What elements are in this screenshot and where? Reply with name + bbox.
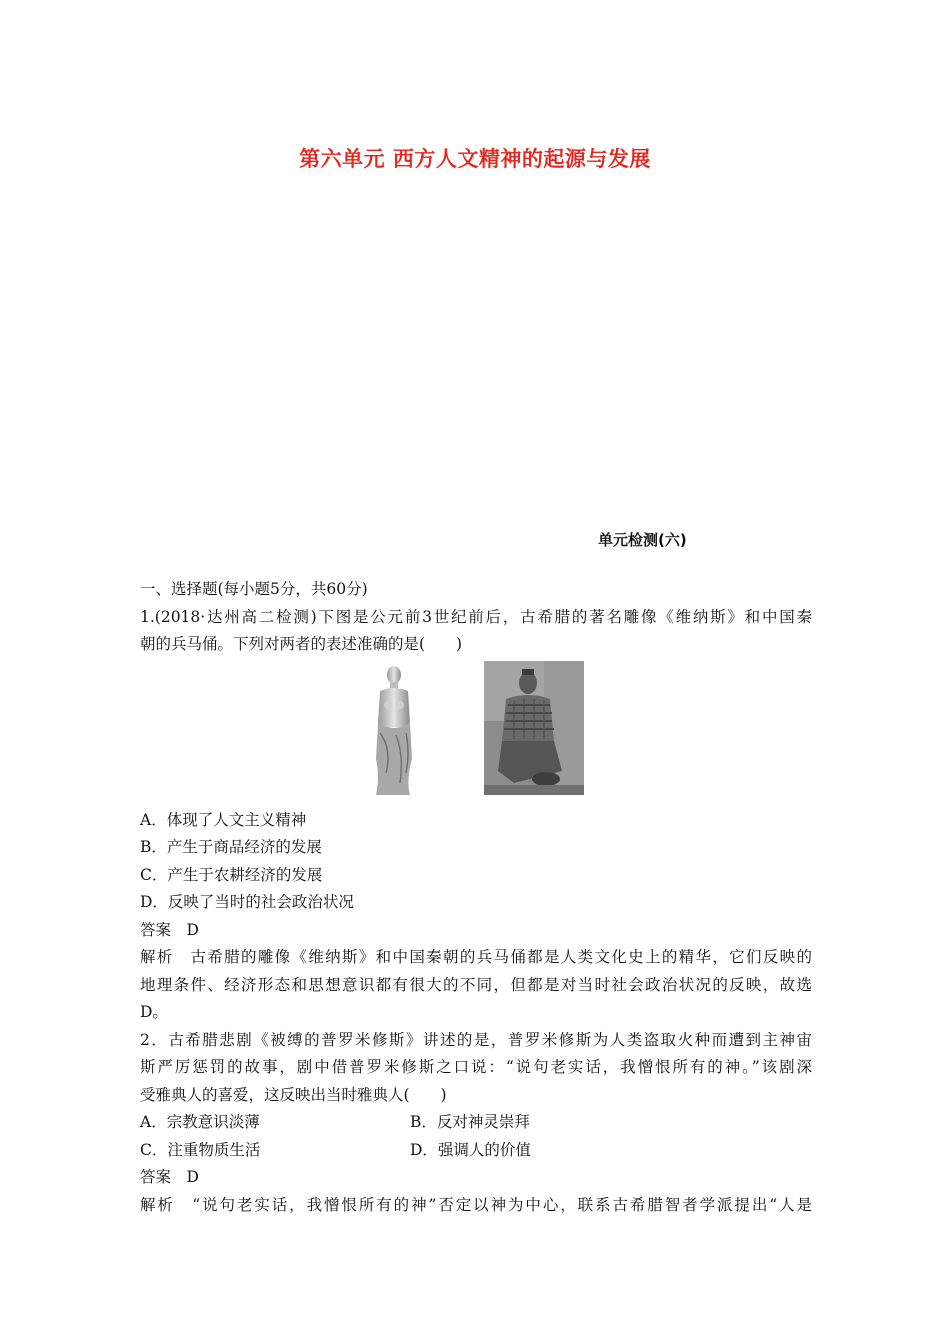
question-content [140, 576, 812, 1219]
unit-test-heading: 单元检测(六) [598, 531, 687, 549]
question-1-answer: 答案 D [140, 920, 199, 939]
question-1-analysis-line-1: 解析 古希腊的雕像《维纳斯》和中国秦朝的兵马俑都是人类文化史上的精华，它们反映的 [140, 948, 812, 966]
question-1-figures [140, 663, 812, 801]
terracotta-warrior-image [484, 661, 584, 795]
question-2-option-c: C．注重物质生活 [140, 1140, 261, 1159]
question-2-line-2: 斯严厉惩罚的故事，剧中借普罗米修斯之口说：“说句老实话，我憎恨所有的神。”该剧深 [140, 1058, 812, 1076]
question-1-option-d: D．反映了当时的社会政治状况 [140, 893, 354, 911]
question-1-line-2: 朝的兵马俑。下列对两者的表述准确的是( ) [140, 635, 463, 653]
question-2-option-b: B．反对神灵崇拜 [410, 1113, 530, 1131]
question-1-line-1: 1.(2018·达州高二检测)下图是公元前3世纪前后，古希腊的著名雕像《维纳斯》和中国秦 [140, 607, 812, 626]
question-2-line-1: 2．古希腊悲剧《被缚的普罗米修斯》讲述的是，普罗米修斯为人类盗取火种而遭到主神宙 [140, 1030, 812, 1049]
question-1-option-b: B．产生于商品经济的发展 [140, 838, 322, 856]
question-2-options-row-2 [140, 1137, 812, 1165]
question-1-option-a: A．体现了人文主义精神 [140, 810, 307, 829]
question-1-analysis-line-3: D。 [140, 1003, 168, 1021]
venus-statue-image [366, 663, 422, 797]
question-2-options-row-1 [140, 1109, 812, 1137]
section-heading: 一、选择题(每小题5分，共60分) [140, 580, 368, 598]
question-2-answer: 答案 D [140, 1168, 199, 1186]
question-2-line-3: 受雅典人的喜爱，这反映出当时雅典人( ) [140, 1085, 447, 1104]
question-1-analysis-line-2: 地理条件、经济形态和思想意识都有很大的不同，但都是对当时社会政治状况的反映，故选 [140, 975, 812, 994]
question-2-option-d: D．强调人的价值 [410, 1140, 531, 1159]
question-2-option-a: A．宗教意识淡薄 [140, 1113, 260, 1131]
question-1-option-c: C．产生于农耕经济的发展 [140, 865, 323, 884]
question-2-analysis-line-1: 解析 “说句老实话，我憎恨所有的神”否定以神为中心，联系古希腊智者学派提出“人是 [140, 1195, 812, 1214]
page-title: 第六单元 西方人文精神的起源与发展 [299, 147, 651, 171]
